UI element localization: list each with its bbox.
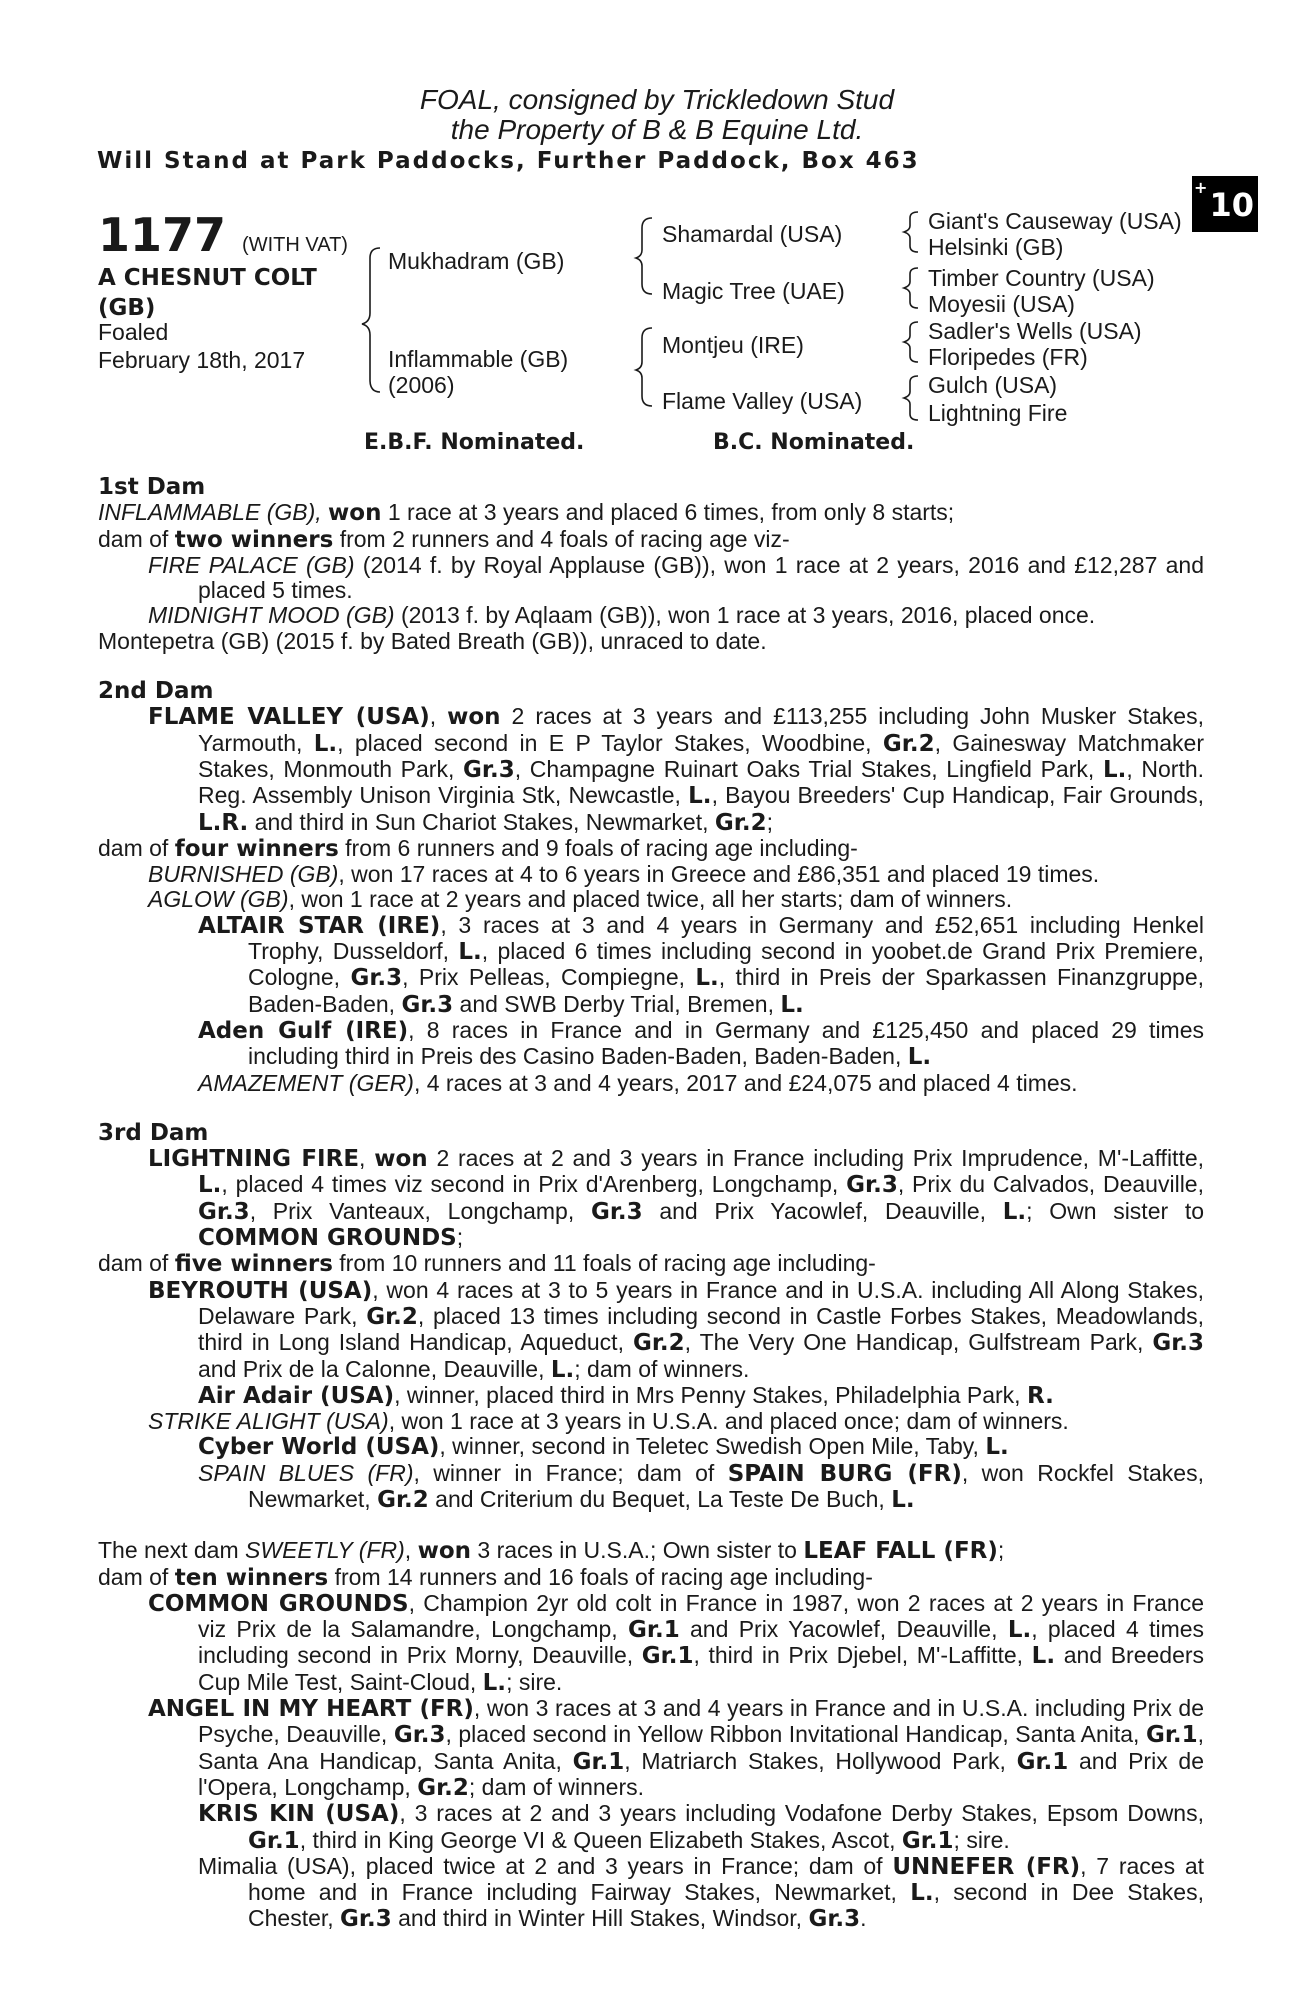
race-grade: R. [1026, 1382, 1054, 1409]
produce-entry [98, 1434, 1204, 1460]
logo-plus: + [1194, 178, 1208, 197]
text: and Prix Yacowlef, Deauville, [690, 1616, 998, 1643]
dam-dam-sire: Gulch (USA) [928, 372, 1058, 398]
text: , Prix Vanteaux, Longchamp, [249, 1197, 575, 1224]
punct: ; [456, 1224, 464, 1251]
brace-ss [904, 212, 918, 252]
produce-name: UNNEFER (FR) [892, 1853, 1081, 1880]
dam-sire: Montjeu (IRE) [662, 332, 804, 358]
produce-text: Montepetra (GB) (2015 f. by Bated Breath (GB)), unraced to date. [98, 627, 767, 654]
text: The next dam [98, 1537, 239, 1564]
text: , second in Dee Stakes, Chester, [248, 1879, 1204, 1932]
text: , 3 races at 3 and 4 years in Germany and £52,651 including Henkel Trophy, Dusseldorf, [248, 911, 1204, 965]
brace-sd [904, 268, 918, 308]
produce-entry [98, 1801, 1204, 1854]
race-grade: L. [891, 1486, 915, 1513]
text: ; sire. [953, 1826, 1010, 1853]
race-grade: Gr.2 [632, 1330, 685, 1357]
first-dam-text: 1 race at 3 years and placed 6 times, from only 8 starts; [387, 499, 955, 526]
colt-desc: A CHESNUT COLT [98, 265, 317, 291]
produce-entry [98, 862, 1204, 887]
next-dam-name: SWEETLY (FR) [245, 1537, 405, 1564]
race-grade: L. [688, 783, 712, 810]
race-grade: L. [313, 730, 338, 757]
text: 2 races at 3 years and £113,255 including John Musker Stakes, Yarmouth, [198, 703, 1204, 756]
punct: , [359, 1145, 366, 1172]
produce-entry [98, 603, 1204, 628]
winners-count: five winners [174, 1251, 333, 1278]
race-grade: L.R. [198, 809, 249, 836]
dam-of-label: dam of [98, 1563, 169, 1590]
race-grade: Gr.1 [901, 1827, 954, 1854]
property-line: the Property of B & B Equine Ltd. [450, 114, 864, 145]
produce-name: BEYROUTH (USA) [148, 1277, 373, 1304]
text: ; dam of winners. [574, 1355, 750, 1382]
race-grade: Gr.2 [377, 1486, 429, 1513]
winners-count: four winners [174, 835, 339, 862]
text: ; sire. [506, 1668, 563, 1695]
text: , third in Preis der Sparkassen Finanzgruppe, Baden-Baden, [248, 964, 1205, 1017]
race-grade: L. [1102, 756, 1127, 783]
race-grade: Gr.3 [198, 1198, 250, 1225]
text: , North. Reg. Assembly Unison Virginia Stk, Newcastle, [198, 755, 1205, 809]
produce-entry [98, 1461, 1204, 1514]
foaled-label: Foaled [98, 319, 169, 345]
produce-text: (2014 f. by Royal Applause (GB)), won 1 race at 2 years, 2016 and £12,287 and placed 5 times. [198, 551, 1204, 604]
produce-name: FIRE PALACE (GB) [148, 551, 355, 578]
text: and Prix de l'Opera, Longchamp, [198, 1747, 1205, 1800]
won-label: won [447, 704, 501, 731]
next-dam-produce-summary [98, 1565, 1204, 1591]
race-grade: Gr.3 [846, 1172, 898, 1199]
race-grade: Gr.1 [248, 1827, 300, 1854]
text: , won Rockfel Stakes, Newmarket, [248, 1459, 1204, 1512]
first-dam-record [98, 500, 1204, 526]
race-grade: Gr.3 [340, 1906, 392, 1933]
race-grade: L. [1031, 1643, 1056, 1670]
text: , Matriarch Stakes, Hollywood Park, [624, 1747, 1006, 1774]
brace-dd [904, 376, 918, 420]
dam-sire-sire: Sadler's Wells (USA) [928, 318, 1142, 344]
dam-of-label: dam of [98, 525, 169, 552]
text: , won 1 race at 3 years in U.S.A. and placed once; dam of winners. [388, 1408, 1069, 1435]
third-dam-heading: 3rd Dam [98, 1119, 209, 1146]
text: , Champagne Ruinart Oaks Trial Stakes, Lingfield Park, [514, 755, 1095, 782]
text: , winner in France; dam of [413, 1459, 715, 1486]
sibling-name: LEAF FALL (FR) [803, 1538, 998, 1565]
race-grade: Gr.1 [641, 1643, 694, 1670]
first-dam-heading: 1st Dam [98, 474, 206, 500]
consignor-line: FOAL, consigned by Trickledown Stud [419, 84, 895, 115]
produce-entry [98, 553, 1204, 604]
race-grade: L. [458, 939, 482, 966]
foaled-date: February 18th, 2017 [98, 347, 306, 373]
text: , won 3 races at 3 and 4 years in France and in U.S.A. including Prix de Psyche, Deauville, [198, 1695, 1204, 1748]
produce-name: STRIKE ALIGHT (USA) [148, 1408, 389, 1435]
produce-text: , won 1 race at 2 years and placed twice, all her starts; dam of winners. [288, 886, 1013, 913]
race-grade: Gr.3 [590, 1198, 643, 1225]
produce-entry [98, 1383, 1204, 1409]
produce-entry [98, 913, 1204, 1018]
text: , placed 13 times including second in Castle Forbes Stakes, Meadowlands, third in Long Island Handicap, Aqueduct, [198, 1302, 1205, 1356]
won-label: won [417, 1538, 472, 1565]
sire: Mukhadram (GB) [388, 248, 565, 274]
race-grade: L. [550, 1356, 575, 1383]
text: 3 races in U.S.A.; Own sister to [477, 1537, 797, 1564]
race-grade: L. [907, 1044, 932, 1071]
produce-entry [98, 1071, 1204, 1096]
brace-dam [636, 328, 652, 406]
race-grade: L. [910, 1880, 934, 1907]
punct: . [860, 1905, 867, 1932]
won-label: won [328, 500, 382, 527]
text: , Bayou Breeders' Cup Handicap, Fair Grounds, [711, 782, 1205, 809]
lot-number-value: 1177 [98, 208, 227, 262]
sire-sire-dam: Helsinki (GB) [928, 234, 1064, 260]
produce-text: , won 17 races at 4 to 6 years in Greece and £86,351 and placed 19 times. [338, 861, 1100, 888]
race-grade: L. [482, 1669, 507, 1696]
produce-entry [98, 887, 1204, 912]
punct: ; [997, 1537, 1005, 1564]
second-dam-record [98, 704, 1204, 835]
text: ; Own sister to [1026, 1197, 1205, 1224]
produce-entry [98, 1409, 1204, 1434]
dam-year: (2006) [388, 372, 455, 398]
dam-of-label: dam of [98, 1250, 169, 1277]
sire-dam-dam: Moyesii (USA) [928, 291, 1075, 317]
text: , 4 races at 3 and 4 years, 2017 and £24,075 and placed 4 times. [413, 1069, 1078, 1096]
produce-name: COMMON GROUNDS [148, 1590, 409, 1617]
produce-name: ANGEL IN MY HEART (FR) [148, 1696, 474, 1723]
brace-sire [636, 218, 652, 294]
runners-text: from 2 runners and 4 foals of racing age viz- [339, 525, 790, 552]
dam-of-label: dam of [98, 834, 169, 861]
third-dam-record [98, 1146, 1204, 1251]
third-dam-name: LIGHTNING FIRE [148, 1146, 360, 1173]
logo-text: 10 [1209, 186, 1254, 224]
text: , The Very One Handicap, Gulfstream Park, [684, 1329, 1144, 1356]
sire-dam-sire: Timber Country (USA) [928, 265, 1155, 291]
produce-name: Air Adair (USA) [198, 1382, 395, 1409]
produce-entry [98, 1696, 1204, 1801]
text: and Criterium du Bequet, La Teste De Buch, [435, 1485, 885, 1512]
runners-text: from 14 runners and 16 foals of racing age including- [334, 1563, 873, 1590]
stand-location: Will Stand at Park Paddocks, Further Paddock, Box 463 [97, 148, 920, 174]
text: ; dam of winners. [468, 1773, 645, 1800]
race-grade: Gr.2 [417, 1774, 469, 1801]
text: , Prix du Calvados, Deauville, [897, 1171, 1204, 1198]
text: 2 races at 2 and 3 years in France including Prix Imprudence, M'-Laffitte, [436, 1145, 1205, 1172]
produce-entry [98, 1278, 1204, 1383]
winners-count: two winners [174, 526, 334, 553]
produce-name: AMAZEMENT (GER) [198, 1069, 414, 1096]
text: , placed second in E P Taylor Stakes, Woodbine, [337, 729, 872, 756]
race-grade: Gr.2 [882, 730, 935, 757]
text: and SWB Derby Trial, Bremen, [459, 990, 774, 1017]
race-grade: Gr.3 [1152, 1330, 1205, 1357]
text: , Gainesway Matchmaker Stakes, Monmouth Park, [198, 729, 1204, 782]
produce-entry [98, 1018, 1204, 1071]
runners-text: from 10 runners and 11 foals of racing age including- [339, 1250, 876, 1277]
race-grade: L. [695, 965, 719, 992]
text: Mimalia (USA), placed twice at 2 and 3 years in France; dam of [198, 1852, 883, 1879]
ebf-nominated: E.B.F. Nominated. [364, 430, 585, 455]
brace-gen1 [362, 248, 380, 392]
race-grade: L. [1002, 1198, 1027, 1225]
won-label: won [374, 1146, 428, 1173]
race-grade: Gr.3 [393, 1722, 446, 1749]
produce-name: BURNISHED (GB) [148, 861, 339, 888]
produce-entry [98, 1854, 1204, 1933]
race-grade: Gr.3 [350, 965, 403, 992]
race-grade: Gr.1 [1145, 1722, 1198, 1749]
produce-name: SPAIN BLUES (FR) [198, 1459, 414, 1486]
text: and Prix Yacowlef, Deauville, [659, 1197, 987, 1224]
produce-name: SPAIN BURG (FR) [727, 1460, 962, 1487]
dam: Inflammable (GB) [388, 346, 569, 372]
produce-entry [98, 629, 1204, 654]
race-grade: Gr.3 [463, 756, 515, 783]
produce-entry [98, 1591, 1204, 1696]
race-grade: L. [985, 1434, 1009, 1461]
punct: , [429, 703, 437, 730]
sire-sire-sire: Giant's Causeway (USA) [928, 208, 1182, 234]
text: , third in King George VI & Queen Elizabeth Stakes, Ascot, [299, 1826, 896, 1853]
produce-name: Cyber World (USA) [198, 1434, 440, 1461]
text: , placed second in Yellow Ribbon Invitational Handicap, Santa Anita, [445, 1721, 1140, 1748]
catalogue-body [98, 475, 1204, 1933]
brace-ds [904, 322, 918, 362]
dam-sire-dam: Floripedes (FR) [928, 344, 1088, 370]
text: and third in Winter Hill Stakes, Windsor, [398, 1905, 803, 1932]
colt-country: (GB) [98, 295, 156, 321]
text: , 7 races at home and in France including Fairway Stakes, Newmarket, [248, 1852, 1205, 1906]
race-grade: Gr.1 [572, 1748, 625, 1775]
race-grade: L. [780, 991, 804, 1018]
sibling-name: COMMON GROUNDS [198, 1225, 457, 1252]
race-grade: Gr.3 [808, 1906, 861, 1933]
text: , placed 4 times viz second in Prix d'Arenberg, Longchamp, [221, 1171, 839, 1198]
text: , won 4 races at 3 to 5 years in France and in U.S.A. including All Along Stakes, Delaware Park, [198, 1276, 1204, 1329]
sire-sire: Shamardal (USA) [662, 221, 843, 247]
punct: ; [766, 808, 773, 835]
text: and Breeders Cup Mile Test, Saint-Cloud, [198, 1642, 1205, 1695]
first-dam-name: INFLAMMABLE (GB), [98, 499, 322, 526]
runners-text: from 6 runners and 9 foals of racing age including- [345, 834, 858, 861]
produce-name: KRIS KIN (USA) [198, 1801, 400, 1828]
text: and Prix de la Calonne, Deauville, [198, 1355, 545, 1382]
winners-count: ten winners [174, 1564, 329, 1591]
text: , 8 races in France and in Germany and £125,450 and placed 29 times including third in Preis des Casino Baden-Baden, Baden-Baden, [248, 1016, 1205, 1070]
second-dam-produce-summary [98, 836, 1204, 862]
text: , Prix Pelleas, Compiegne, [402, 964, 686, 991]
bc-nominated: B.C. Nominated. [713, 430, 915, 455]
text: , winner, placed third in Mrs Penny Stakes, Philadelphia Park, [394, 1381, 1021, 1408]
text: , Santa Ana Handicap, Santa Anita, [198, 1721, 1205, 1774]
second-dam-heading: 2nd Dam [98, 678, 214, 705]
vat-label: (WITH VAT) [242, 234, 348, 256]
race-grade: L. [198, 1172, 222, 1199]
race-grade: Gr.1 [1016, 1748, 1069, 1775]
dam-dam-dam: Lightning Fire [928, 400, 1068, 426]
race-grade: Gr.3 [401, 991, 454, 1018]
punct: , [404, 1537, 412, 1564]
text: , third in Prix Djebel, M'-Laffitte, [693, 1642, 1024, 1669]
race-grade: Gr.1 [628, 1617, 680, 1644]
text: , 3 races at 2 and 3 years including Vodafone Derby Stakes, Epsom Downs, [399, 1800, 1204, 1827]
text: and third in Sun Chariot Stakes, Newmarket, [254, 808, 709, 835]
second-dam-name: FLAME VALLEY (USA) [148, 704, 430, 731]
race-grade: Gr.2 [714, 809, 767, 836]
produce-name: MIDNIGHT MOOD (GB) [148, 602, 395, 629]
sire-dam: Magic Tree (UAE) [662, 278, 845, 304]
produce-name: ALTAIR STAR (IRE) [198, 912, 441, 939]
dam-dam: Flame Valley (USA) [662, 388, 863, 414]
next-dam-record [98, 1538, 1204, 1564]
text: , placed 4 times including second in Prix Morny, Deauville, [198, 1616, 1205, 1669]
text: , placed 6 times including second in yoobet.de Grand Prix Premiere, Cologne, [248, 938, 1205, 991]
first-dam-produce-summary [98, 527, 1204, 553]
produce-text: (2013 f. by Aqlaam (GB)), won 1 race at 3 years, 2016, placed once. [400, 602, 1096, 629]
race-grade: Gr.2 [366, 1303, 418, 1330]
third-dam-produce-summary [98, 1251, 1204, 1277]
produce-name: Aden Gulf (IRE) [198, 1017, 409, 1044]
text: , Champion 2yr old colt in France in 1987, won 2 races at 2 years in France viz Prix de la Salamandre, Longchamp, [198, 1589, 1204, 1643]
text: , winner, second in Teletec Swedish Open Mile, Taby, [439, 1433, 979, 1460]
race-grade: L. [1007, 1617, 1032, 1644]
produce-name: AGLOW (GB) [148, 886, 289, 913]
